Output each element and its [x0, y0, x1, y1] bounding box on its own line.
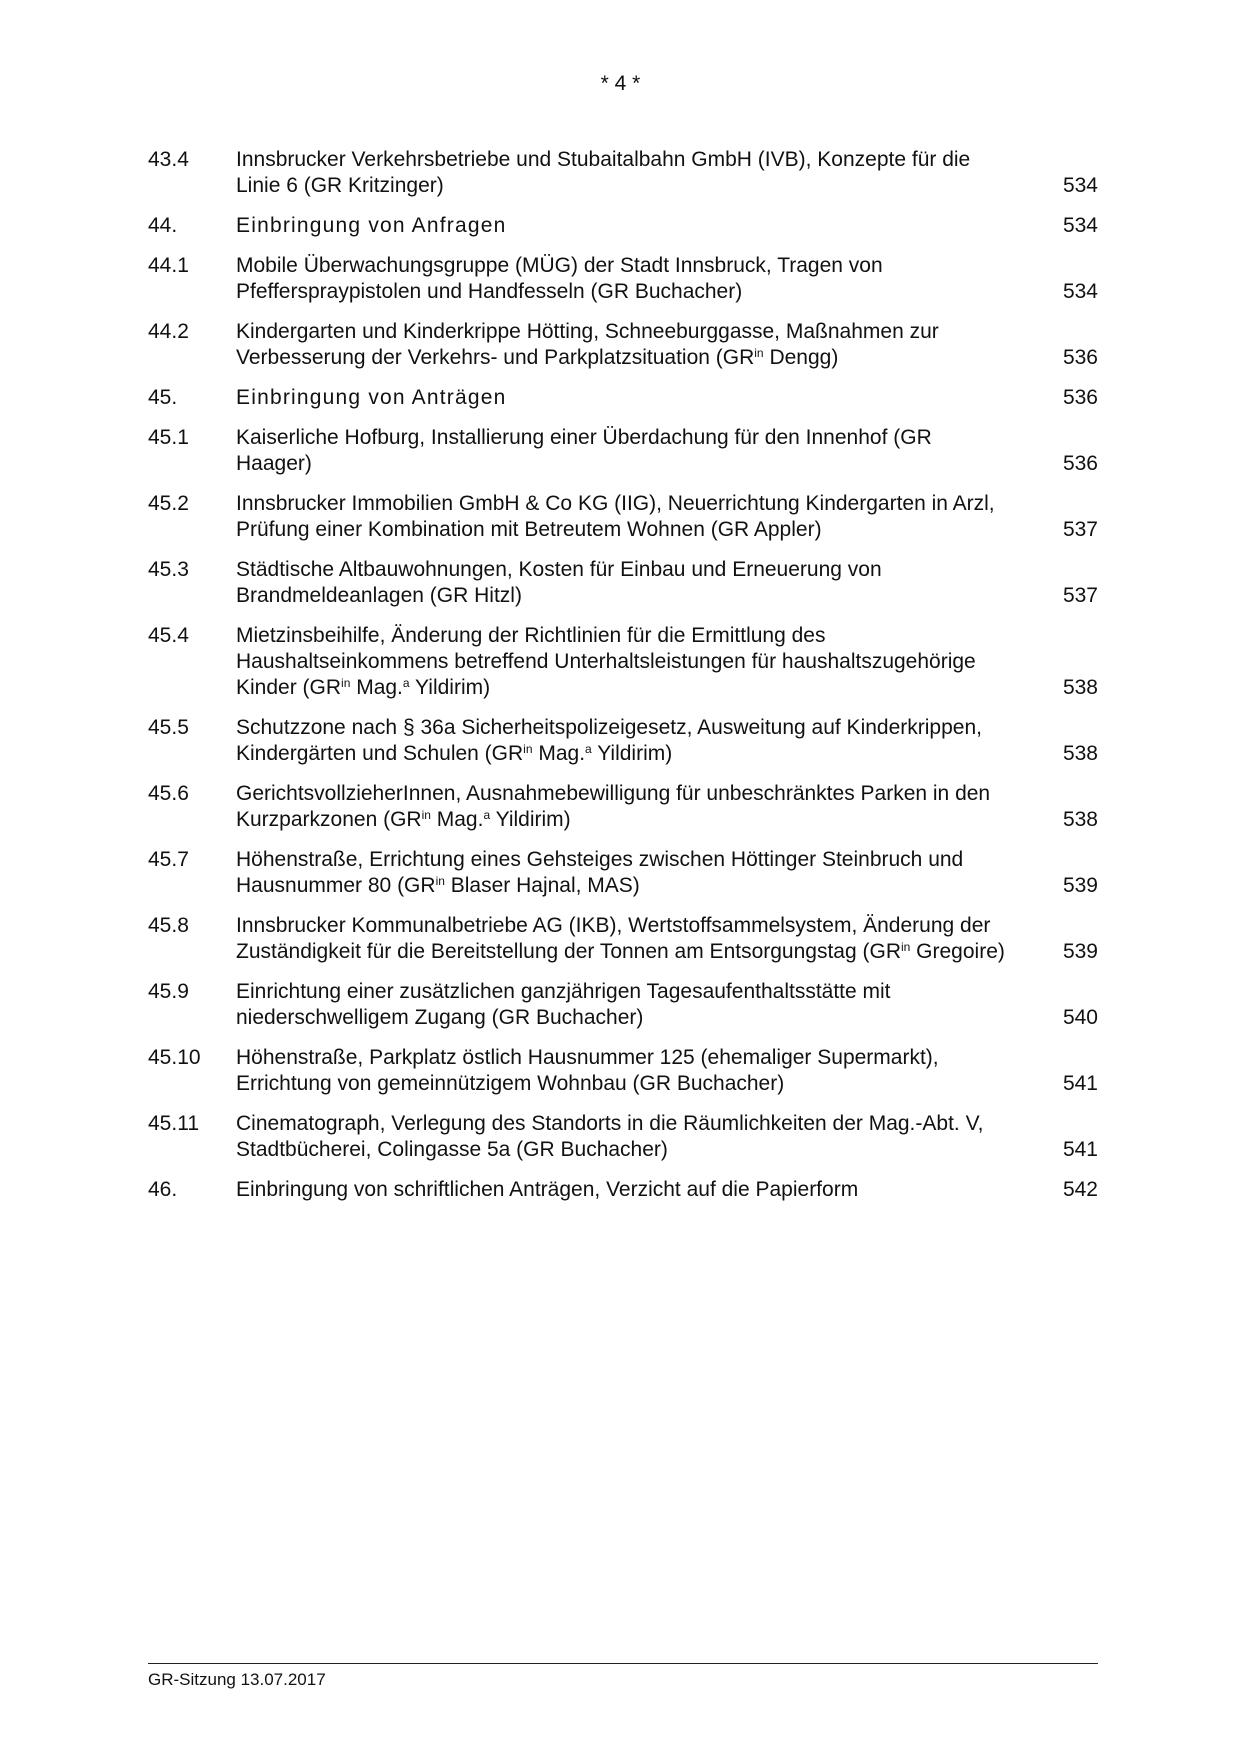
toc-entry-number: 45.5 — [148, 716, 189, 739]
toc-entry-number: 45.4 — [148, 624, 189, 647]
toc-entry — [148, 425, 1098, 477]
toc-entry-title: Schutzzone nach § 36a Sicherheitspolizeigesetz, Ausweitung auf Kinderkrippen, Kindergärten und Schulen ($GR^{in}$ Mag.$^a$ Yildirim) — [236, 716, 982, 765]
toc-entry-page: 538 — [1062, 676, 1098, 699]
toc-entry-number: 45.6 — [148, 782, 189, 805]
toc-entry-title: Einrichtung einer zusätzlichen ganzjährigen Tagesaufenthaltsstätte mit niederschwelligem Zugang (GR Buchacher) — [236, 980, 891, 1029]
toc-entry-title: GerichtsvollzieherInnen, Ausnahmebewilligung für unbeschränktes Parken in den Kurzparkzonen ($GR^{in}$ Mag.$^a$ Yildirim) — [236, 782, 991, 831]
toc-entry-page: 534 — [1062, 280, 1098, 303]
toc-entry — [148, 319, 1098, 371]
toc-entry-number: 45.2 — [148, 492, 189, 515]
toc-entry-number: 46. — [148, 1178, 178, 1201]
toc-entry-page: 539 — [1062, 874, 1098, 897]
footer-session-date: GR-Sitzung 13.07.2017 — [148, 1670, 326, 1689]
toc-entry — [148, 1111, 1098, 1163]
toc-entry-page: 536 — [1062, 346, 1098, 369]
toc-entry-page: 542 — [1062, 1178, 1098, 1201]
toc-entry-number: 45.10 — [148, 1046, 201, 1069]
toc-entry — [148, 213, 1098, 239]
toc-entry-number: 45.1 — [148, 426, 189, 449]
toc-entry-number: 45.7 — [148, 848, 189, 871]
toc-entry-number: 44.1 — [148, 254, 189, 277]
toc-entry-page: 536 — [1062, 452, 1098, 475]
toc-entry-page: 538 — [1062, 742, 1098, 765]
toc-entry-title: Höhenstraße, Errichtung eines Gehsteiges zwischen Höttinger Steinbruch und Hausnummer 80 ($GR^{in}$ Blaser Hajnal, MAS) — [236, 848, 964, 897]
toc-entry-number: 43.4 — [148, 148, 189, 171]
table-of-contents — [148, 147, 1098, 1217]
toc-entry — [148, 147, 1098, 199]
footer-divider — [148, 1663, 1098, 1664]
toc-entry-page: 536 — [1062, 386, 1098, 409]
toc-entry-title: Mietzinsbeihilfe, Änderung der Richtlinien für die Ermittlung des Haushaltseinkommens betreffend Unterhaltsleistungen für haushaltszugehörige Kinder ($GR^{in}$ Mag.$^a$ Yildirim) — [236, 624, 976, 699]
toc-entry — [148, 385, 1098, 411]
toc-entry-number: 45.3 — [148, 558, 189, 581]
toc-entry-title: Innsbrucker Kommunalbetriebe AG (IKB), Wertstoffsammelsystem, Änderung der Zuständigkeit für die Bereitstellung der Tonnen am Entsorgungstag ($GR^{in}$ Gregoire) — [236, 914, 1005, 963]
toc-entry-title: Höhenstraße, Parkplatz östlich Hausnummer 125 (ehemaliger Supermarkt), Errichtung von gemeinnützigem Wohnbau (GR Buchacher) — [236, 1046, 939, 1095]
toc-entry — [148, 781, 1098, 833]
toc-entry — [148, 1045, 1098, 1097]
toc-entry-title: Einbringung von Anträgen — [236, 386, 507, 409]
toc-entry-page: 541 — [1062, 1138, 1098, 1161]
toc-entry-page: 537 — [1062, 518, 1098, 541]
toc-entry-title: Einbringung von Anfragen — [236, 214, 507, 237]
toc-entry — [148, 979, 1098, 1031]
toc-entry — [148, 623, 1098, 701]
toc-entry — [148, 913, 1098, 965]
toc-entry-page: 534 — [1062, 214, 1098, 237]
toc-entry-title: Kaiserliche Hofburg, Installierung einer Überdachung für den Innenhof (GR Haager) — [236, 426, 932, 475]
page-number: * 4 * — [600, 72, 641, 95]
toc-entry-number: 45.9 — [148, 980, 189, 1003]
toc-entry-page: 541 — [1062, 1072, 1098, 1095]
toc-entry-page: 539 — [1062, 940, 1098, 963]
toc-entry — [148, 847, 1098, 899]
toc-entry-page: 540 — [1062, 1006, 1098, 1029]
toc-entry-number: 45.8 — [148, 914, 189, 937]
toc-entry — [148, 1177, 1098, 1203]
toc-entry-page: 534 — [1062, 174, 1098, 197]
toc-entry-title: Cinematograph, Verlegung des Standorts in die Räumlichkeiten der Mag.-Abt. V, Stadtbücherei, Colingasse 5a (GR Buchacher) — [236, 1112, 984, 1161]
toc-entry-page: 537 — [1062, 584, 1098, 607]
toc-entry — [148, 715, 1098, 767]
toc-entry — [148, 557, 1098, 609]
toc-entry-number: 44. — [148, 214, 178, 237]
toc-entry — [148, 253, 1098, 305]
toc-entry-title: Städtische Altbauwohnungen, Kosten für Einbau und Erneuerung von Brandmeldeanlagen (GR Hitzl) — [236, 558, 882, 607]
toc-entry-number: 44.2 — [148, 320, 189, 343]
toc-entry-title: Mobile Überwachungsgruppe (MÜG) der Stadt Innsbruck, Tragen von Pfefferspraypistolen und Handfesseln (GR Buchacher) — [236, 254, 883, 303]
toc-entry-title: Innsbrucker Immobilien GmbH & Co KG (IIG), Neuerrichtung Kindergarten in Arzl, Prüfung einer Kombination mit Betreutem Wohnen (GR Appler) — [236, 492, 995, 541]
toc-entry-number: 45. — [148, 386, 178, 409]
toc-entry-title: Innsbrucker Verkehrsbetriebe und Stubaitalbahn GmbH (IVB), Konzepte für die Linie 6 (GR Kritzinger) — [236, 148, 971, 197]
toc-entry-title: Kindergarten und Kinderkrippe Hötting, Schneeburggasse, Maßnahmen zur Verbesserung der Verkehrs- und Parkplatzsituation ($GR^{in}$ Dengg) — [236, 320, 939, 369]
toc-entry-title: Einbringung von schriftlichen Anträgen, Verzicht auf die Papierform — [236, 1178, 859, 1201]
toc-entry-number: 45.11 — [148, 1112, 199, 1135]
toc-entry — [148, 491, 1098, 543]
toc-entry-page: 538 — [1062, 808, 1098, 831]
